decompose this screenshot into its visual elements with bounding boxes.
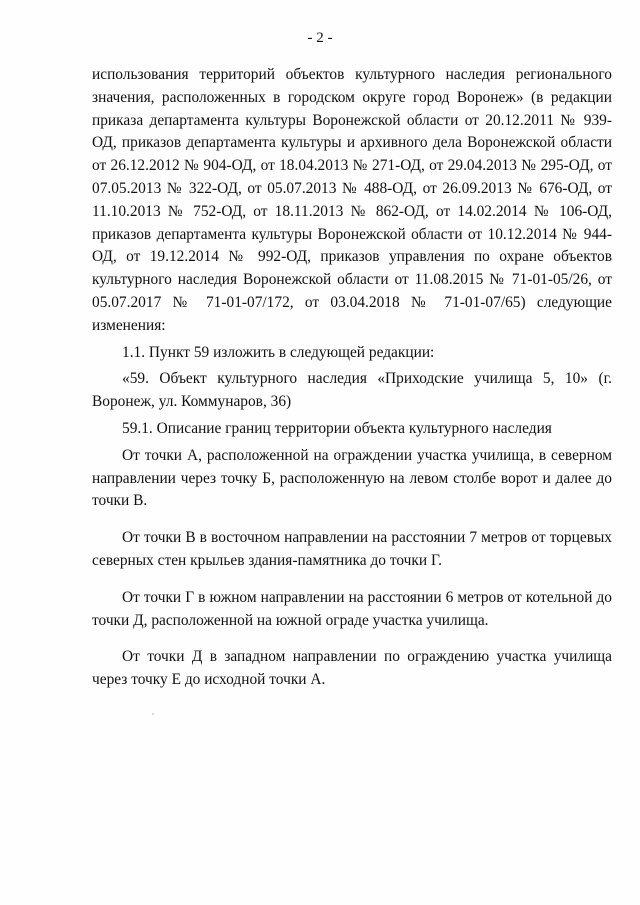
item-59-1-heading-paragraph: 59.1. Описание границ территории объекта культурного наследия [122, 419, 552, 437]
boundary-point-d-paragraph: От точки Д в западном направлении по ограждению участка училища через точку Е до исходной точки А. [92, 648, 612, 689]
clause-1-1-paragraph: 1.1. Пункт 59 изложить в следующей редакции: [122, 343, 435, 361]
document-body [92, 64, 612, 692]
boundary-point-v-paragraph: От точки В в восточном направлении на расстоянии 7 метров от торцевых северных стен крыльев здания-памятника до точки Г. [92, 529, 612, 569]
scan-speck [152, 713, 154, 715]
page-number: - 2 - [307, 30, 333, 46]
item-59-heading-paragraph: «59. Объект культурного наследия «Приходские училища 5, 10» (г. Воронеж, ул. Коммунаров, 36) [92, 370, 612, 411]
boundary-point-a-paragraph: От точки А, расположенной на ограждении участка училища, в северном направлении через точку Б, расположенную на левом столбе ворот и далее до точки В. [92, 446, 612, 510]
boundary-point-g-paragraph: От точки Г в южном направлении на расстоянии 6 метров от котельной до точки Д, расположенной на южной ограде участка училища. [92, 588, 612, 629]
amendment-preamble-paragraph: использования территорий объектов культурного наследия регионального значения, расположенных в городском округе город Воронеж» (в редакции приказа департамента культуры Воронежской области от 20.12.2011 № 939-ОД, приказов департамента культуры и архивного дела Воронежской области от 26.12.2012 № 904-ОД, от 18.04.2013 № 271-ОД, от 29.04.2013 № 295-ОД, от 07.05.2013 № 322-ОД, от 05.07.2013 № 488-ОД, от 26.09.2013 № 676-ОД, от 11.10.2013 № 752-ОД, от 18.11.2013 № 862-ОД, от 14.02.2014 № 106-ОД, приказов департамента культуры Воронежской области от 10.12.2014 № 944-ОД, от 19.12.2014 № 992-ОД, приказов управления по охране объектов культурного наследия Воронежской области от 11.08.2015 № 71-01-05/26, от 05.07.2017 № 71-01-07/172, от 03.04.2018 № 71-01-07/65) следующие изменения: [92, 66, 612, 334]
